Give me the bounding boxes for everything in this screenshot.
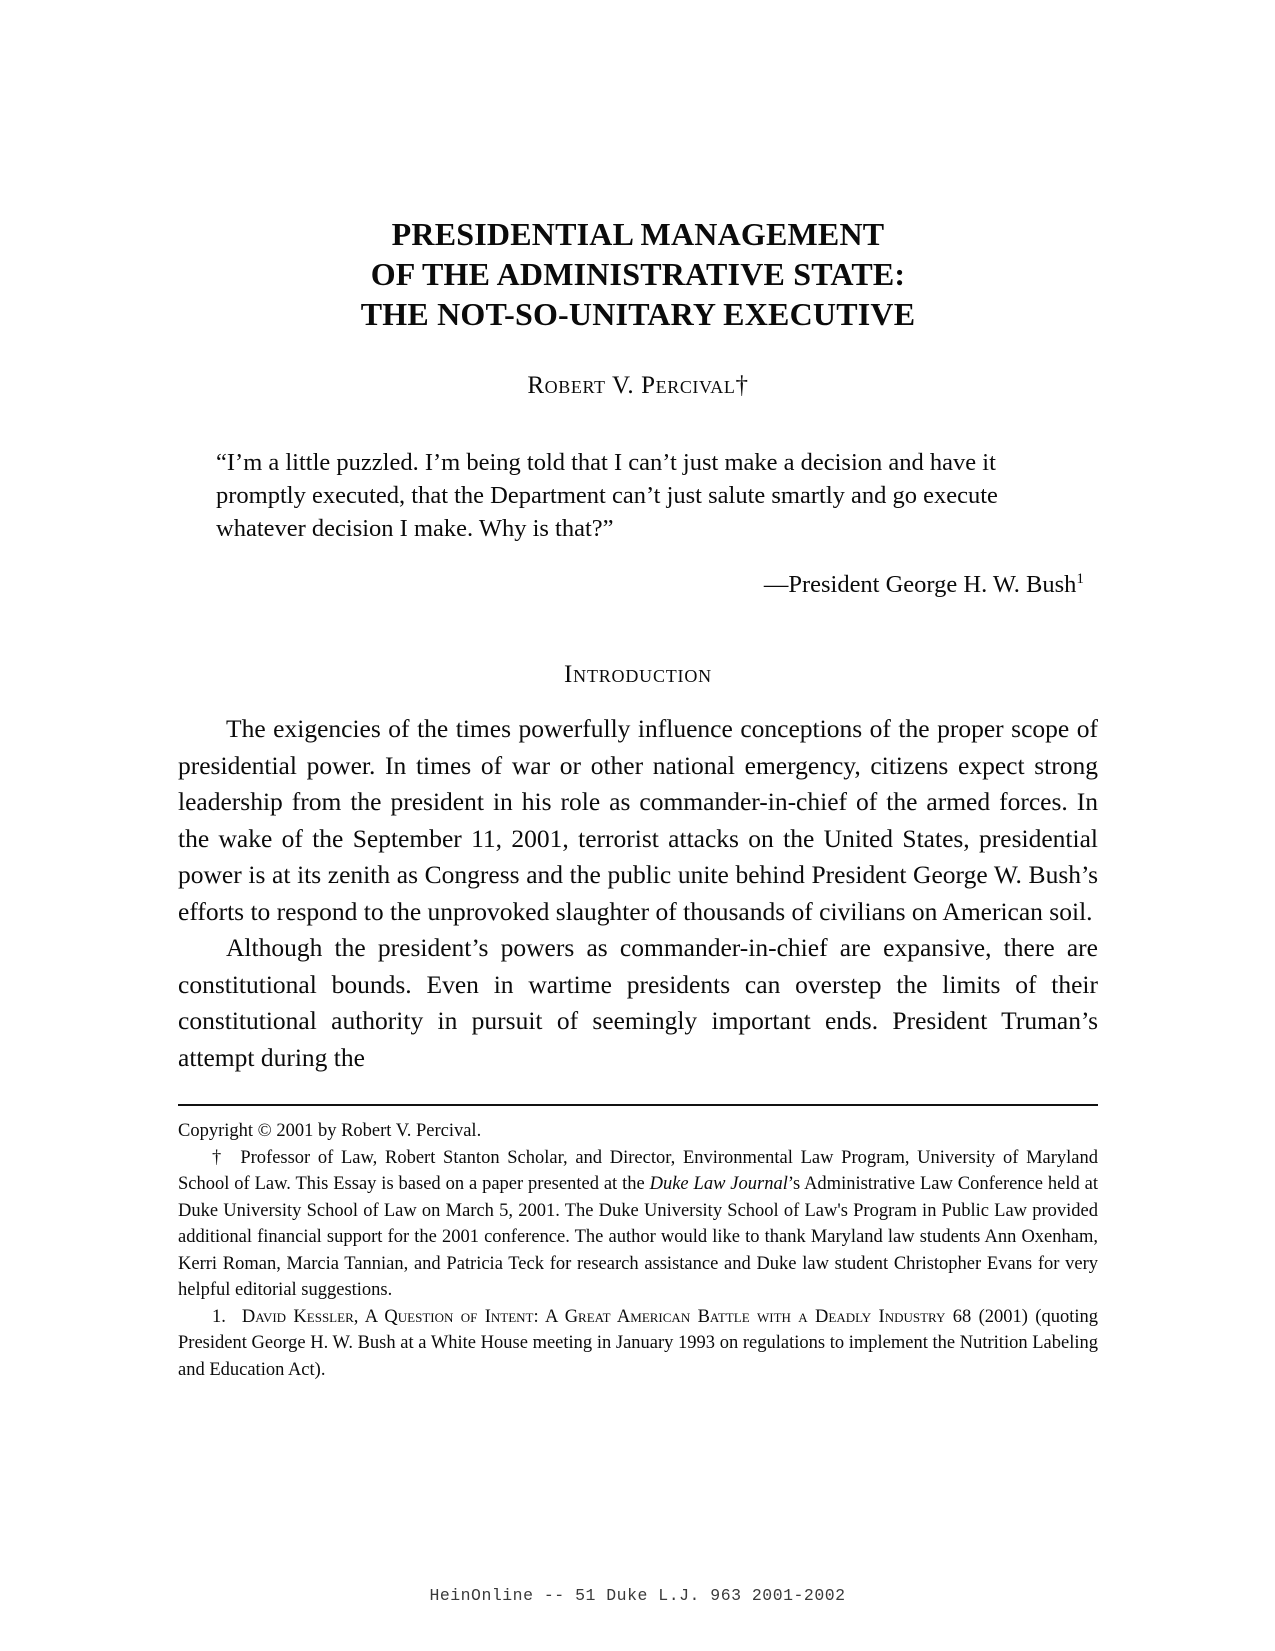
footnote-dagger: [178, 1145, 1098, 1304]
footnote-dagger-journal-title: Duke Law Journal: [649, 1174, 788, 1194]
article-title: [178, 0, 1098, 334]
footnote-1-marker: 1.: [212, 1306, 226, 1327]
footnote-1-rest: 68 (2001) (quoting President George H. W. Bush at a White House meeting in January 1993 on regulations to implement the Nutrition Labeling and Education Act).: [178, 1306, 1098, 1380]
footnote-dagger-part2: ’s Administrative Law Conference held at Duke University School of Law on March 5, 2001. The Duke University School of Law's Program in Public Law provided additional financial support for the 2001 conference. The author would like to thank Maryland law students Ann Oxenham, Kerri Roman, Marcia Tannian, and Patricia Teck for research assistance and Duke law student Christopher Evans for very helpful editorial suggestions.: [178, 1174, 1098, 1300]
attribution-text: —President George H. W. Bush: [763, 571, 1077, 598]
footnote-area: [178, 1104, 1098, 1383]
footnote-dagger-marker: †: [212, 1147, 225, 1168]
footnote-1: [178, 1304, 1098, 1384]
footnote-1-citation-title: David Kessler, A Question of Intent: A Great American Battle with a Deadly Industry: [241, 1306, 946, 1327]
title-line-3: THE NOT-SO-UNITARY EXECUTIVE: [360, 296, 916, 332]
page-content: [178, 0, 1098, 1076]
author-byline: Robert V. Percival†: [527, 372, 749, 399]
attribution-footnote-marker: 1: [1076, 569, 1084, 587]
body-paragraph-2: Although the president’s powers as commander-in-chief are expansive, there are constitutional bounds. Even in wartime presidents can overstep the limits of their constitutional authority in pursuit of seemingly important ends. President Truman’s attempt during the: [178, 933, 1098, 1072]
heinonline-footer-stamp: HeinOnline -- 51 Duke L.J. 963 2001-2002: [429, 1586, 846, 1605]
epigraph-quote: “I’m a little puzzled. I’m being told that I can’t just make a decision and have it promptly executed, that the Department can’t just salute smartly and go execute whatever decision I make. Why is that?”: [216, 449, 998, 542]
epigraph-attribution: [178, 571, 1084, 599]
body-text: [178, 711, 1098, 1076]
body-paragraph-1: The exigencies of the times powerfully influence conceptions of the proper scope of presidential power. In times of war or other national emergency, citizens expect strong leadership from the president in his role as commander-in-chief of the armed forces. In the wake of the September 11, 2001, terrorist attacks on the United States, presidential power is at its zenith as Congress and the public unite behind President George W. Bush’s efforts to respond to the unprovoked slaughter of thousands of civilians on American soil.: [178, 714, 1098, 926]
title-line-2: OF THE ADMINISTRATIVE STATE:: [370, 256, 906, 292]
footnote-separator-rule: [178, 1104, 1098, 1106]
title-line-1: PRESIDENTIAL MANAGEMENT: [391, 216, 885, 252]
section-heading-introduction: Introduction: [564, 661, 712, 688]
footnote-copyright: Copyright © 2001 by Robert V. Percival.: [178, 1121, 482, 1141]
footnote-dagger-part1: Professor of Law, Robert Stanton Scholar, and Director, Environmental Law Program, University of Maryland School of Law. This Essay is based on a paper presented at the: [178, 1147, 1099, 1194]
